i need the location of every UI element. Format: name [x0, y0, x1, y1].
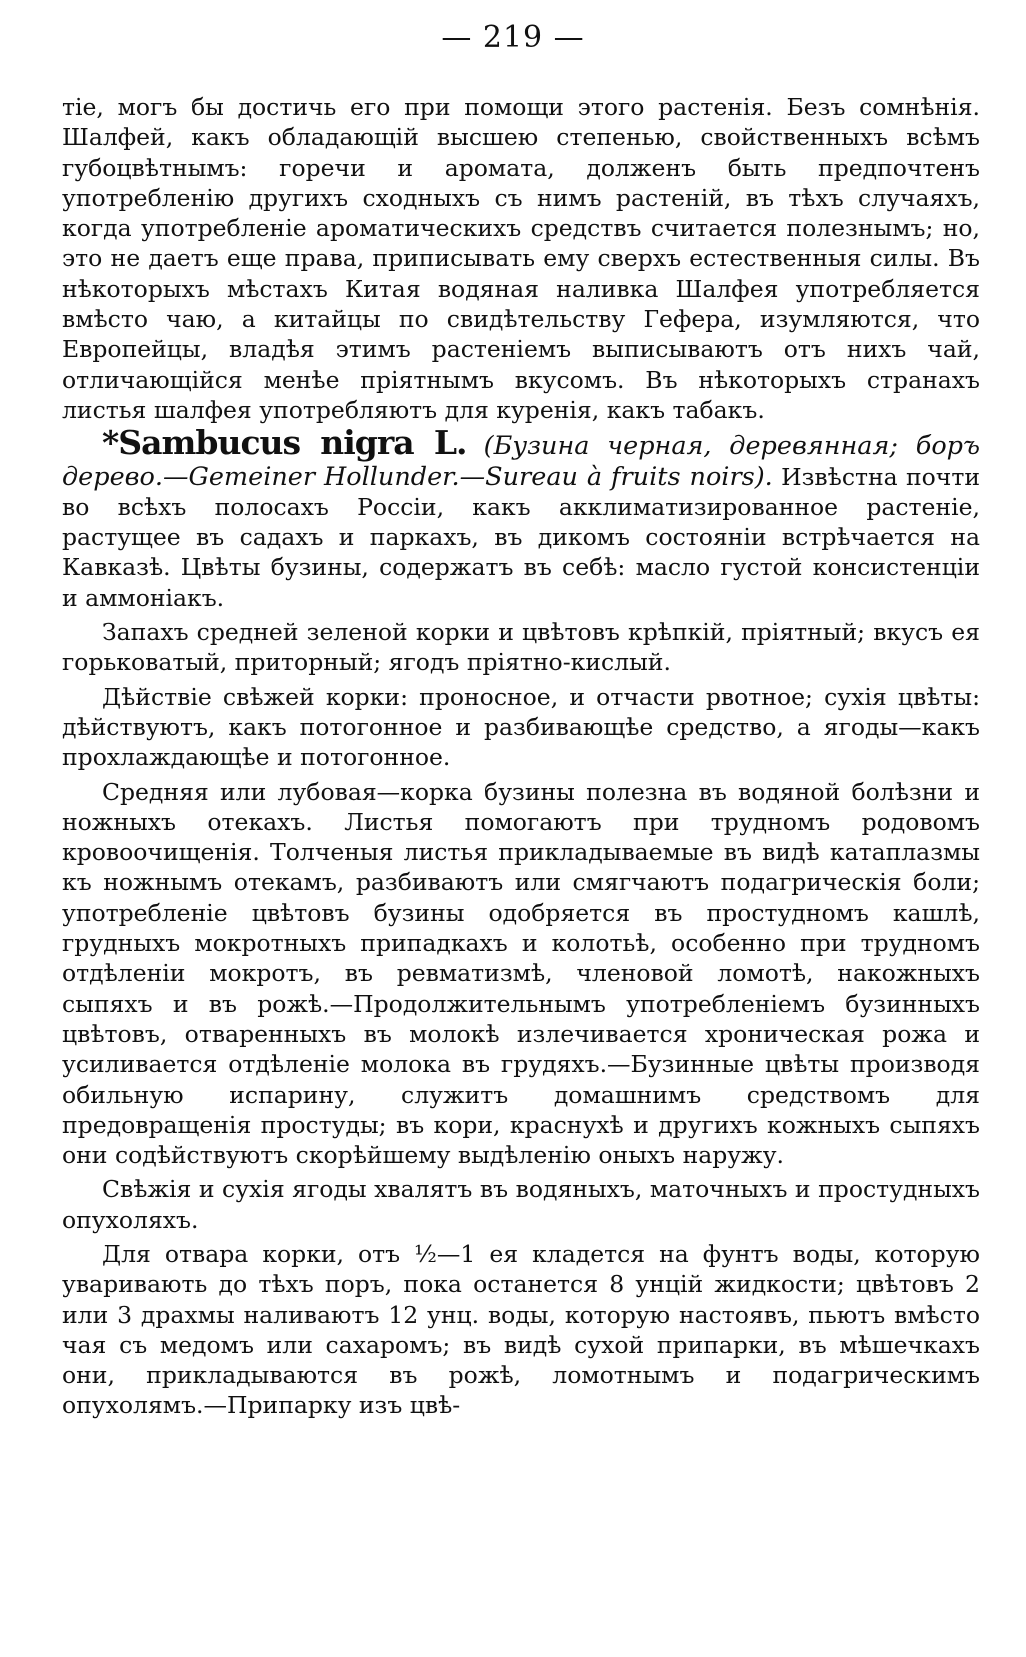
paragraph-action: Дѣйствіе свѣжей корки: проносное, и отчасти рвотное; сухія цвѣты: дѣйствуютъ, какъ потогонное и разбивающѣе средство, а ягоды—какъ прохлаждающѣе и потогонное.	[62, 682, 980, 772]
entry-latin-name: *Sambucus nigra L.	[102, 423, 467, 463]
page-number: — 219 —	[441, 20, 585, 55]
entry-description: Извѣстна почти во всѣхъ полосахъ Россіи, какъ акклиматизированное растеніе, растущее въ садахъ и паркахъ, въ дикомъ состояніи встрѣчается на Кавказѣ. Цвѣты бузины, содержатъ въ себѣ: масло густой консистенціи и аммоніакъ.	[62, 462, 980, 612]
entry-sambucus	[62, 425, 980, 613]
text-block	[62, 92, 980, 1421]
paragraph-smell-taste: Запахъ средней зеленой корки и цвѣтовъ крѣпкій, пріятный; вкусъ ея горьковатый, приторный; ягодъ пріятно-кислый.	[62, 618, 980, 677]
paragraph-uses: Средняя или лубовая—корка бузины полезна въ водяной болѣзни и ножныхъ отекахъ. Листья помогаютъ при трудномъ родовомъ кровоочищенія. Толченыя листья прикладываемые въ видѣ катаплазмы къ ножнымъ отекамъ, разбиваютъ или смягчаютъ подагрическія боли; употребленіе цвѣтовъ бузины одобряется въ простудномъ кашлѣ, грудныхъ мокротныхъ припадкахъ и колотьѣ, особенно при трудномъ отдѣленіи мокротъ, въ ревматизмѣ, членовой ломотѣ, накожныхъ сыпяхъ и въ рожѣ.—Продолжительнымъ употребленіемъ бузинныхъ цвѣтовъ, отваренныхъ въ молокѣ излечивается хроническая рожа и усиливается отдѣленіе молока въ грудяхъ.—Бузинные цвѣты производя обильную испарину, служитъ домашнимъ средствомъ для предовращенія простуды; въ кори, краснухѣ и другихъ кожныхъ сыпяхъ они содѣйствуютъ скорѣйшему выдѣленію оныхъ наружу.	[62, 777, 980, 1170]
paragraph-continued: тіе, могъ бы достичь его при помощи этого растенія. Безъ сомнѣнія. Шалфей, какъ обладающій высшею степенью, свойственныхъ всѣмъ губоцвѣтнымъ: горечи и аромата, долженъ быть предпочтенъ употребленію другихъ сходныхъ съ нимъ растеній, въ тѣхъ случаяхъ, когда употребленіе ароматическихъ средствъ считается полезнымъ; но, это не даетъ еще права, приписывать ему сверхъ естественныя силы. Въ нѣкоторыхъ мѣстахъ Китая водяная наливка Шалфея употребляется вмѣсто чаю, а китайцы по свидѣтельству Гефера, изумляются, что Европейцы, владѣя этимъ растеніемъ выписываютъ отъ нихъ чай, отличающійся менѣе пріятнымъ вкусомъ. Въ нѣкоторыхъ странахъ листья шалфея употребляютъ для куренія, какъ табакъ.	[62, 93, 980, 424]
paragraph-decoction: Для отвара корки, отъ ½—1 ея кладется на фунтъ воды, которую уваривають до тѣхъ поръ, пока останется 8 унцій жидкости; цвѣтовъ 2 или 3 драхмы наливаютъ 12 унц. воды, которую настоявъ, пьютъ вмѣсто чая съ медомъ или сахаромъ; въ видѣ сухой припарки, въ мѣшечкахъ они, прикладываются въ рожѣ, ломотнымъ и подагрическимъ опухолямъ.—Припарку изъ цвѣ-	[62, 1239, 980, 1420]
entry-common-names: (Бузина черная, деревянная; боръ дерево.—Gemeiner Hollunder.—Sureau à fruits noirs).	[62, 431, 980, 492]
paragraph-berries: Свѣжія и сухія ягоды хвалятъ въ водяныхъ, маточныхъ и простудныхъ опухоляхъ.	[62, 1175, 980, 1234]
